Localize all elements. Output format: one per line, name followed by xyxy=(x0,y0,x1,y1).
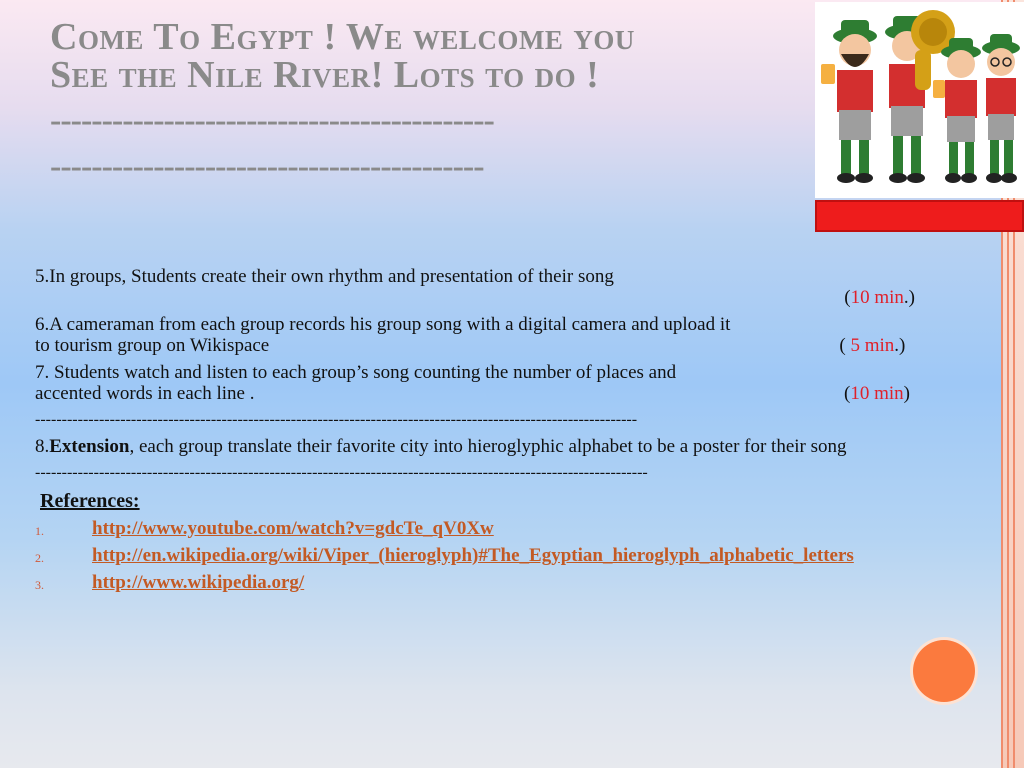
step-time: (10 min.) xyxy=(844,287,915,308)
musicians-svg-icon xyxy=(815,2,1024,198)
step-time: (10 min) xyxy=(844,383,910,404)
step-text: 6.A cameraman from each group records his group song with a digital camera and upload it xyxy=(35,314,731,335)
time-value: 5 min xyxy=(850,335,895,356)
time-value: 10 min xyxy=(850,287,904,308)
slide-title xyxy=(50,18,790,186)
reference-link[interactable]: http://en.wikipedia.org/wiki/Viper_(hieroglyph)#The_Egyptian_hieroglyph_alphabetic_letters xyxy=(92,545,854,566)
step-line-2: to tourism group on Wikispace ( 5 min.) xyxy=(65,335,965,356)
step-item xyxy=(35,362,965,404)
reference-item: 2. http://en.wikipedia.org/wiki/Viper_(hieroglyph)#The_Egyptian_hieroglyph_alphabetic_letters xyxy=(35,545,854,566)
orange-circle-decoration xyxy=(913,640,975,702)
red-accent-bar xyxy=(815,200,1024,232)
cartoon-musicians-illustration xyxy=(815,2,1024,198)
step-time: ( 5 min.) xyxy=(839,335,906,356)
reference-item: 1. http://www.youtube.com/watch?v=gdcTe_qV0Xw xyxy=(35,518,494,539)
title-dashes-2: ------------------------------------------ xyxy=(50,148,484,185)
references-heading: References: xyxy=(40,490,140,512)
reference-link[interactable]: http://www.wikipedia.org/ xyxy=(92,572,305,593)
extension-item: 8.Extension, each group translate their favorite city into hieroglyphic alphabet to be a poster for their song xyxy=(35,436,847,457)
references-list xyxy=(35,518,965,593)
title-line-2: See the Nile River! Lots to do ! xyxy=(50,54,600,96)
time-value: 10 min xyxy=(850,383,904,404)
dashed-divider: ----------------------------------------------------------------------------------------------------------------- xyxy=(35,411,638,428)
slide-content xyxy=(35,266,965,599)
dashed-divider: ------------------------------------------------------------------------------------------------------------------- xyxy=(35,464,648,481)
reference-item: 3. http://www.wikipedia.org/ xyxy=(35,572,305,593)
step-item xyxy=(35,266,965,308)
extension-label: Extension xyxy=(49,436,130,457)
step-item xyxy=(35,314,965,356)
title-line-1: Come To Egypt ! We welcome you xyxy=(50,16,635,58)
reference-link[interactable]: http://www.youtube.com/watch?v=gdcTe_qV0Xw xyxy=(92,518,494,539)
step-text: 5.In groups, Students create their own rhythm and presentation of their song xyxy=(35,266,614,287)
step-line-2: accented words in each line . (10 min) xyxy=(35,383,910,404)
step-text: 7. Students watch and listen to each group’s song counting the number of places and xyxy=(35,362,677,383)
title-dashes-1: ------------------------------------------- xyxy=(50,102,494,139)
